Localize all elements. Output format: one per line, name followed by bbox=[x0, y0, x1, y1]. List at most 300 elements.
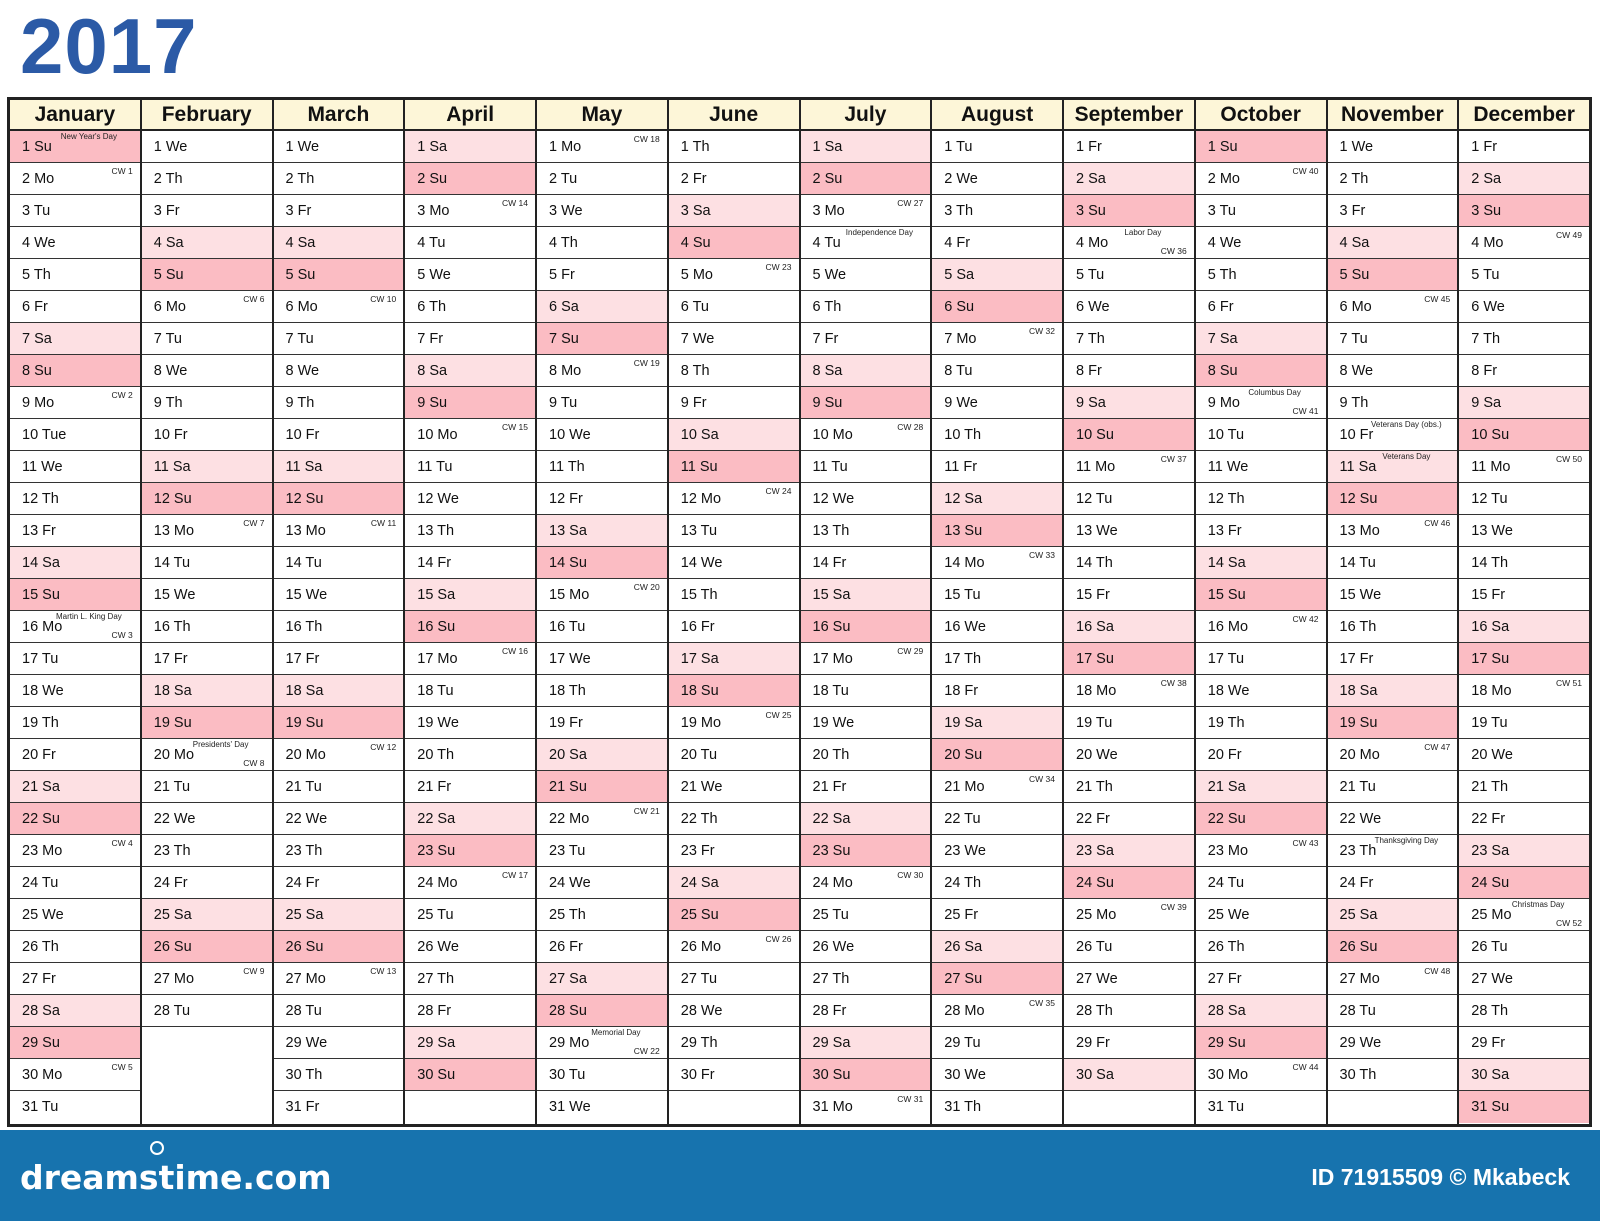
day-cell[interactable] bbox=[274, 163, 404, 195]
day-cell[interactable] bbox=[801, 1091, 931, 1123]
day-cell[interactable] bbox=[1196, 1059, 1326, 1091]
day-cell[interactable] bbox=[405, 835, 535, 867]
day-cell[interactable] bbox=[1328, 195, 1458, 227]
day-cell[interactable] bbox=[274, 643, 404, 675]
day-cell[interactable] bbox=[932, 387, 1062, 419]
day-cell[interactable] bbox=[669, 643, 799, 675]
day-cell[interactable] bbox=[932, 515, 1062, 547]
day-cell[interactable] bbox=[932, 419, 1062, 451]
day-cell[interactable] bbox=[669, 515, 799, 547]
day-cell[interactable] bbox=[1328, 1027, 1458, 1059]
day-cell[interactable] bbox=[1064, 387, 1194, 419]
day-cell[interactable] bbox=[537, 451, 667, 483]
day-cell[interactable] bbox=[274, 131, 404, 163]
day-cell[interactable] bbox=[1196, 259, 1326, 291]
day-cell[interactable] bbox=[801, 323, 931, 355]
day-cell[interactable] bbox=[405, 163, 535, 195]
day-cell[interactable] bbox=[669, 387, 799, 419]
day-cell[interactable] bbox=[932, 483, 1062, 515]
day-cell[interactable] bbox=[405, 451, 535, 483]
day-cell[interactable] bbox=[142, 771, 272, 803]
day-cell[interactable] bbox=[405, 675, 535, 707]
day-cell[interactable] bbox=[274, 771, 404, 803]
day-cell[interactable] bbox=[932, 899, 1062, 931]
day-cell[interactable] bbox=[1196, 355, 1326, 387]
day-cell[interactable] bbox=[142, 451, 272, 483]
day-cell[interactable] bbox=[1328, 931, 1458, 963]
day-cell[interactable] bbox=[1064, 227, 1194, 259]
day-cell[interactable] bbox=[1459, 259, 1589, 291]
day-cell[interactable] bbox=[405, 803, 535, 835]
day-cell[interactable] bbox=[10, 451, 140, 483]
day-cell[interactable] bbox=[10, 291, 140, 323]
day-cell[interactable] bbox=[274, 387, 404, 419]
day-cell[interactable] bbox=[537, 419, 667, 451]
day-cell[interactable] bbox=[537, 675, 667, 707]
day-cell[interactable] bbox=[10, 899, 140, 931]
day-cell[interactable] bbox=[1196, 547, 1326, 579]
day-cell[interactable] bbox=[801, 419, 931, 451]
day-cell[interactable] bbox=[1328, 227, 1458, 259]
day-cell[interactable] bbox=[669, 227, 799, 259]
day-cell[interactable] bbox=[801, 355, 931, 387]
day-cell[interactable] bbox=[801, 163, 931, 195]
day-cell[interactable] bbox=[1064, 931, 1194, 963]
day-cell[interactable] bbox=[669, 931, 799, 963]
day-cell[interactable] bbox=[1064, 419, 1194, 451]
day-cell[interactable] bbox=[1328, 451, 1458, 483]
day-cell[interactable] bbox=[1328, 579, 1458, 611]
day-cell[interactable] bbox=[669, 803, 799, 835]
day-cell[interactable] bbox=[801, 931, 931, 963]
day-cell[interactable] bbox=[537, 195, 667, 227]
day-cell[interactable] bbox=[1328, 419, 1458, 451]
day-cell[interactable] bbox=[1196, 515, 1326, 547]
day-cell[interactable] bbox=[142, 483, 272, 515]
day-cell[interactable] bbox=[801, 771, 931, 803]
day-cell[interactable] bbox=[142, 675, 272, 707]
day-cell[interactable] bbox=[10, 355, 140, 387]
day-cell[interactable] bbox=[142, 899, 272, 931]
day-cell[interactable] bbox=[1459, 675, 1589, 707]
day-cell[interactable] bbox=[1064, 291, 1194, 323]
day-cell[interactable] bbox=[10, 131, 140, 163]
day-cell[interactable] bbox=[1328, 355, 1458, 387]
day-cell[interactable] bbox=[537, 291, 667, 323]
day-cell[interactable] bbox=[405, 1027, 535, 1059]
day-cell[interactable] bbox=[669, 579, 799, 611]
day-cell[interactable] bbox=[274, 579, 404, 611]
day-cell[interactable] bbox=[142, 291, 272, 323]
day-cell[interactable] bbox=[1328, 131, 1458, 163]
day-cell[interactable] bbox=[669, 771, 799, 803]
day-cell[interactable] bbox=[274, 1027, 404, 1059]
day-cell[interactable] bbox=[537, 739, 667, 771]
day-cell[interactable] bbox=[537, 1027, 667, 1059]
day-cell[interactable] bbox=[1459, 515, 1589, 547]
day-cell[interactable] bbox=[932, 163, 1062, 195]
day-cell[interactable] bbox=[932, 355, 1062, 387]
day-cell[interactable] bbox=[142, 195, 272, 227]
day-cell[interactable] bbox=[1196, 835, 1326, 867]
day-cell[interactable] bbox=[932, 995, 1062, 1027]
day-cell[interactable] bbox=[1328, 963, 1458, 995]
day-cell[interactable] bbox=[1064, 259, 1194, 291]
day-cell[interactable] bbox=[1064, 131, 1194, 163]
day-cell[interactable] bbox=[1459, 451, 1589, 483]
day-cell[interactable] bbox=[1064, 803, 1194, 835]
day-cell[interactable] bbox=[10, 739, 140, 771]
day-cell[interactable] bbox=[274, 899, 404, 931]
day-cell[interactable] bbox=[10, 963, 140, 995]
day-cell[interactable] bbox=[1328, 483, 1458, 515]
day-cell[interactable] bbox=[1328, 611, 1458, 643]
day-cell[interactable] bbox=[1459, 835, 1589, 867]
day-cell[interactable] bbox=[1064, 515, 1194, 547]
day-cell[interactable] bbox=[1064, 963, 1194, 995]
day-cell[interactable] bbox=[274, 227, 404, 259]
day-cell[interactable] bbox=[1064, 355, 1194, 387]
day-cell[interactable] bbox=[405, 771, 535, 803]
day-cell[interactable] bbox=[801, 611, 931, 643]
day-cell[interactable] bbox=[1196, 291, 1326, 323]
day-cell[interactable] bbox=[10, 163, 140, 195]
day-cell[interactable] bbox=[1459, 387, 1589, 419]
day-cell[interactable] bbox=[274, 803, 404, 835]
day-cell[interactable] bbox=[1196, 387, 1326, 419]
day-cell[interactable] bbox=[1459, 483, 1589, 515]
day-cell[interactable] bbox=[1196, 195, 1326, 227]
day-cell[interactable] bbox=[1064, 995, 1194, 1027]
day-cell[interactable] bbox=[1459, 771, 1589, 803]
day-cell[interactable] bbox=[669, 995, 799, 1027]
day-cell[interactable] bbox=[1064, 451, 1194, 483]
day-cell[interactable] bbox=[1459, 707, 1589, 739]
day-cell[interactable] bbox=[1196, 995, 1326, 1027]
day-cell[interactable] bbox=[932, 675, 1062, 707]
day-cell[interactable] bbox=[801, 579, 931, 611]
day-cell[interactable] bbox=[1328, 291, 1458, 323]
day-cell[interactable] bbox=[537, 387, 667, 419]
day-cell[interactable] bbox=[1328, 739, 1458, 771]
day-cell[interactable] bbox=[1064, 643, 1194, 675]
day-cell[interactable] bbox=[1328, 259, 1458, 291]
day-cell[interactable] bbox=[932, 195, 1062, 227]
day-cell[interactable] bbox=[142, 515, 272, 547]
day-cell[interactable] bbox=[537, 227, 667, 259]
day-cell[interactable] bbox=[274, 867, 404, 899]
day-cell[interactable] bbox=[932, 707, 1062, 739]
day-cell[interactable] bbox=[10, 547, 140, 579]
day-cell[interactable] bbox=[405, 547, 535, 579]
day-cell[interactable] bbox=[801, 867, 931, 899]
day-cell[interactable] bbox=[142, 739, 272, 771]
day-cell[interactable] bbox=[537, 259, 667, 291]
day-cell[interactable] bbox=[669, 355, 799, 387]
day-cell[interactable] bbox=[1196, 931, 1326, 963]
day-cell[interactable] bbox=[142, 963, 272, 995]
day-cell[interactable] bbox=[1459, 867, 1589, 899]
day-cell[interactable] bbox=[669, 323, 799, 355]
day-cell[interactable] bbox=[669, 675, 799, 707]
day-cell[interactable] bbox=[932, 867, 1062, 899]
day-cell[interactable] bbox=[669, 483, 799, 515]
day-cell[interactable] bbox=[274, 291, 404, 323]
day-cell[interactable] bbox=[1459, 163, 1589, 195]
day-cell[interactable] bbox=[932, 771, 1062, 803]
day-cell[interactable] bbox=[142, 611, 272, 643]
day-cell[interactable] bbox=[1196, 963, 1326, 995]
day-cell[interactable] bbox=[1064, 195, 1194, 227]
day-cell[interactable] bbox=[932, 931, 1062, 963]
day-cell[interactable] bbox=[932, 739, 1062, 771]
day-cell[interactable] bbox=[274, 419, 404, 451]
day-cell[interactable] bbox=[801, 483, 931, 515]
day-cell[interactable] bbox=[405, 131, 535, 163]
day-cell[interactable] bbox=[1196, 579, 1326, 611]
day-cell[interactable] bbox=[932, 131, 1062, 163]
day-cell[interactable] bbox=[1196, 1027, 1326, 1059]
day-cell[interactable] bbox=[932, 963, 1062, 995]
day-cell[interactable] bbox=[801, 547, 931, 579]
day-cell[interactable] bbox=[669, 707, 799, 739]
day-cell[interactable] bbox=[405, 643, 535, 675]
day-cell[interactable] bbox=[932, 643, 1062, 675]
day-cell[interactable] bbox=[1328, 867, 1458, 899]
day-cell[interactable] bbox=[1196, 771, 1326, 803]
day-cell[interactable] bbox=[1459, 899, 1589, 931]
day-cell[interactable] bbox=[801, 291, 931, 323]
day-cell[interactable] bbox=[10, 1027, 140, 1059]
day-cell[interactable] bbox=[932, 259, 1062, 291]
day-cell[interactable] bbox=[405, 1059, 535, 1091]
day-cell[interactable] bbox=[1196, 131, 1326, 163]
day-cell[interactable] bbox=[405, 867, 535, 899]
day-cell[interactable] bbox=[1064, 483, 1194, 515]
day-cell[interactable] bbox=[405, 611, 535, 643]
day-cell[interactable] bbox=[932, 227, 1062, 259]
day-cell[interactable] bbox=[669, 419, 799, 451]
day-cell[interactable] bbox=[669, 195, 799, 227]
day-cell[interactable] bbox=[1459, 739, 1589, 771]
day-cell[interactable] bbox=[669, 739, 799, 771]
day-cell[interactable] bbox=[1064, 899, 1194, 931]
day-cell[interactable] bbox=[274, 515, 404, 547]
day-cell[interactable] bbox=[1328, 1059, 1458, 1091]
day-cell[interactable] bbox=[1459, 323, 1589, 355]
day-cell[interactable] bbox=[1459, 1027, 1589, 1059]
day-cell[interactable] bbox=[1196, 611, 1326, 643]
day-cell[interactable] bbox=[142, 355, 272, 387]
day-cell[interactable] bbox=[142, 227, 272, 259]
day-cell[interactable] bbox=[669, 163, 799, 195]
day-cell[interactable] bbox=[274, 1059, 404, 1091]
day-cell[interactable] bbox=[1196, 419, 1326, 451]
day-cell[interactable] bbox=[142, 707, 272, 739]
day-cell[interactable] bbox=[537, 995, 667, 1027]
day-cell[interactable] bbox=[10, 867, 140, 899]
day-cell[interactable] bbox=[537, 963, 667, 995]
day-cell[interactable] bbox=[10, 579, 140, 611]
day-cell[interactable] bbox=[142, 163, 272, 195]
day-cell[interactable] bbox=[669, 1059, 799, 1091]
day-cell[interactable] bbox=[10, 387, 140, 419]
day-cell[interactable] bbox=[537, 643, 667, 675]
day-cell[interactable] bbox=[932, 1027, 1062, 1059]
day-cell[interactable] bbox=[10, 643, 140, 675]
day-cell[interactable] bbox=[932, 803, 1062, 835]
day-cell[interactable] bbox=[1196, 739, 1326, 771]
day-cell[interactable] bbox=[405, 739, 535, 771]
day-cell[interactable] bbox=[801, 515, 931, 547]
day-cell[interactable] bbox=[142, 995, 272, 1027]
day-cell[interactable] bbox=[1196, 643, 1326, 675]
day-cell[interactable] bbox=[932, 451, 1062, 483]
day-cell[interactable] bbox=[1196, 323, 1326, 355]
day-cell[interactable] bbox=[1196, 707, 1326, 739]
day-cell[interactable] bbox=[405, 899, 535, 931]
day-cell[interactable] bbox=[932, 1091, 1062, 1123]
day-cell[interactable] bbox=[405, 931, 535, 963]
day-cell[interactable] bbox=[142, 867, 272, 899]
day-cell[interactable] bbox=[1459, 547, 1589, 579]
day-cell[interactable] bbox=[1459, 227, 1589, 259]
day-cell[interactable] bbox=[932, 291, 1062, 323]
day-cell[interactable] bbox=[10, 1091, 140, 1123]
day-cell[interactable] bbox=[1459, 643, 1589, 675]
day-cell[interactable] bbox=[1328, 771, 1458, 803]
day-cell[interactable] bbox=[405, 419, 535, 451]
day-cell[interactable] bbox=[801, 451, 931, 483]
day-cell[interactable] bbox=[932, 323, 1062, 355]
day-cell[interactable] bbox=[1196, 163, 1326, 195]
day-cell[interactable] bbox=[537, 483, 667, 515]
day-cell[interactable] bbox=[537, 515, 667, 547]
day-cell[interactable] bbox=[669, 611, 799, 643]
day-cell[interactable] bbox=[1064, 707, 1194, 739]
day-cell[interactable] bbox=[405, 483, 535, 515]
day-cell[interactable] bbox=[1196, 227, 1326, 259]
day-cell[interactable] bbox=[405, 387, 535, 419]
day-cell[interactable] bbox=[142, 579, 272, 611]
day-cell[interactable] bbox=[1064, 1059, 1194, 1091]
day-cell[interactable] bbox=[1459, 1091, 1589, 1123]
day-cell[interactable] bbox=[801, 131, 931, 163]
day-cell[interactable] bbox=[1459, 963, 1589, 995]
day-cell[interactable] bbox=[10, 195, 140, 227]
day-cell[interactable] bbox=[10, 835, 140, 867]
day-cell[interactable] bbox=[537, 803, 667, 835]
day-cell[interactable] bbox=[142, 643, 272, 675]
day-cell[interactable] bbox=[669, 1027, 799, 1059]
day-cell[interactable] bbox=[669, 451, 799, 483]
day-cell[interactable] bbox=[1064, 611, 1194, 643]
day-cell[interactable] bbox=[142, 323, 272, 355]
day-cell[interactable] bbox=[932, 1059, 1062, 1091]
day-cell[interactable] bbox=[801, 995, 931, 1027]
day-cell[interactable] bbox=[1196, 867, 1326, 899]
day-cell[interactable] bbox=[1064, 547, 1194, 579]
day-cell[interactable] bbox=[1196, 483, 1326, 515]
day-cell[interactable] bbox=[537, 867, 667, 899]
day-cell[interactable] bbox=[1459, 579, 1589, 611]
day-cell[interactable] bbox=[801, 899, 931, 931]
day-cell[interactable] bbox=[405, 195, 535, 227]
day-cell[interactable] bbox=[669, 835, 799, 867]
day-cell[interactable] bbox=[10, 707, 140, 739]
day-cell[interactable] bbox=[10, 483, 140, 515]
day-cell[interactable] bbox=[669, 131, 799, 163]
day-cell[interactable] bbox=[801, 803, 931, 835]
day-cell[interactable] bbox=[274, 323, 404, 355]
day-cell[interactable] bbox=[1459, 195, 1589, 227]
day-cell[interactable] bbox=[669, 291, 799, 323]
day-cell[interactable] bbox=[537, 707, 667, 739]
day-cell[interactable] bbox=[142, 835, 272, 867]
day-cell[interactable] bbox=[537, 163, 667, 195]
day-cell[interactable] bbox=[405, 259, 535, 291]
day-cell[interactable] bbox=[1196, 803, 1326, 835]
day-cell[interactable] bbox=[142, 131, 272, 163]
day-cell[interactable] bbox=[405, 515, 535, 547]
day-cell[interactable] bbox=[801, 675, 931, 707]
day-cell[interactable] bbox=[10, 675, 140, 707]
day-cell[interactable] bbox=[1328, 707, 1458, 739]
day-cell[interactable] bbox=[801, 739, 931, 771]
day-cell[interactable] bbox=[537, 547, 667, 579]
day-cell[interactable] bbox=[801, 707, 931, 739]
day-cell[interactable] bbox=[142, 419, 272, 451]
day-cell[interactable] bbox=[1459, 131, 1589, 163]
day-cell[interactable] bbox=[801, 195, 931, 227]
day-cell[interactable] bbox=[801, 835, 931, 867]
day-cell[interactable] bbox=[274, 451, 404, 483]
day-cell[interactable] bbox=[537, 611, 667, 643]
day-cell[interactable] bbox=[1328, 387, 1458, 419]
day-cell[interactable] bbox=[274, 835, 404, 867]
day-cell[interactable] bbox=[405, 995, 535, 1027]
day-cell[interactable] bbox=[1459, 419, 1589, 451]
day-cell[interactable] bbox=[274, 355, 404, 387]
day-cell[interactable] bbox=[669, 259, 799, 291]
day-cell[interactable] bbox=[274, 963, 404, 995]
day-cell[interactable] bbox=[1328, 803, 1458, 835]
day-cell[interactable] bbox=[142, 259, 272, 291]
day-cell[interactable] bbox=[274, 995, 404, 1027]
day-cell[interactable] bbox=[405, 323, 535, 355]
day-cell[interactable] bbox=[142, 803, 272, 835]
day-cell[interactable] bbox=[801, 963, 931, 995]
day-cell[interactable] bbox=[405, 579, 535, 611]
day-cell[interactable] bbox=[1064, 579, 1194, 611]
day-cell[interactable] bbox=[801, 387, 931, 419]
day-cell[interactable] bbox=[1064, 1027, 1194, 1059]
day-cell[interactable] bbox=[274, 1091, 404, 1123]
day-cell[interactable] bbox=[1328, 835, 1458, 867]
day-cell[interactable] bbox=[537, 771, 667, 803]
day-cell[interactable] bbox=[932, 835, 1062, 867]
day-cell[interactable] bbox=[801, 259, 931, 291]
day-cell[interactable] bbox=[1328, 547, 1458, 579]
day-cell[interactable] bbox=[405, 355, 535, 387]
brand-logo-text[interactable]: dreamstime.com bbox=[20, 1158, 332, 1197]
day-cell[interactable] bbox=[142, 547, 272, 579]
day-cell[interactable] bbox=[1328, 163, 1458, 195]
day-cell[interactable] bbox=[10, 611, 140, 643]
day-cell[interactable] bbox=[669, 867, 799, 899]
day-cell[interactable] bbox=[537, 323, 667, 355]
day-cell[interactable] bbox=[274, 547, 404, 579]
